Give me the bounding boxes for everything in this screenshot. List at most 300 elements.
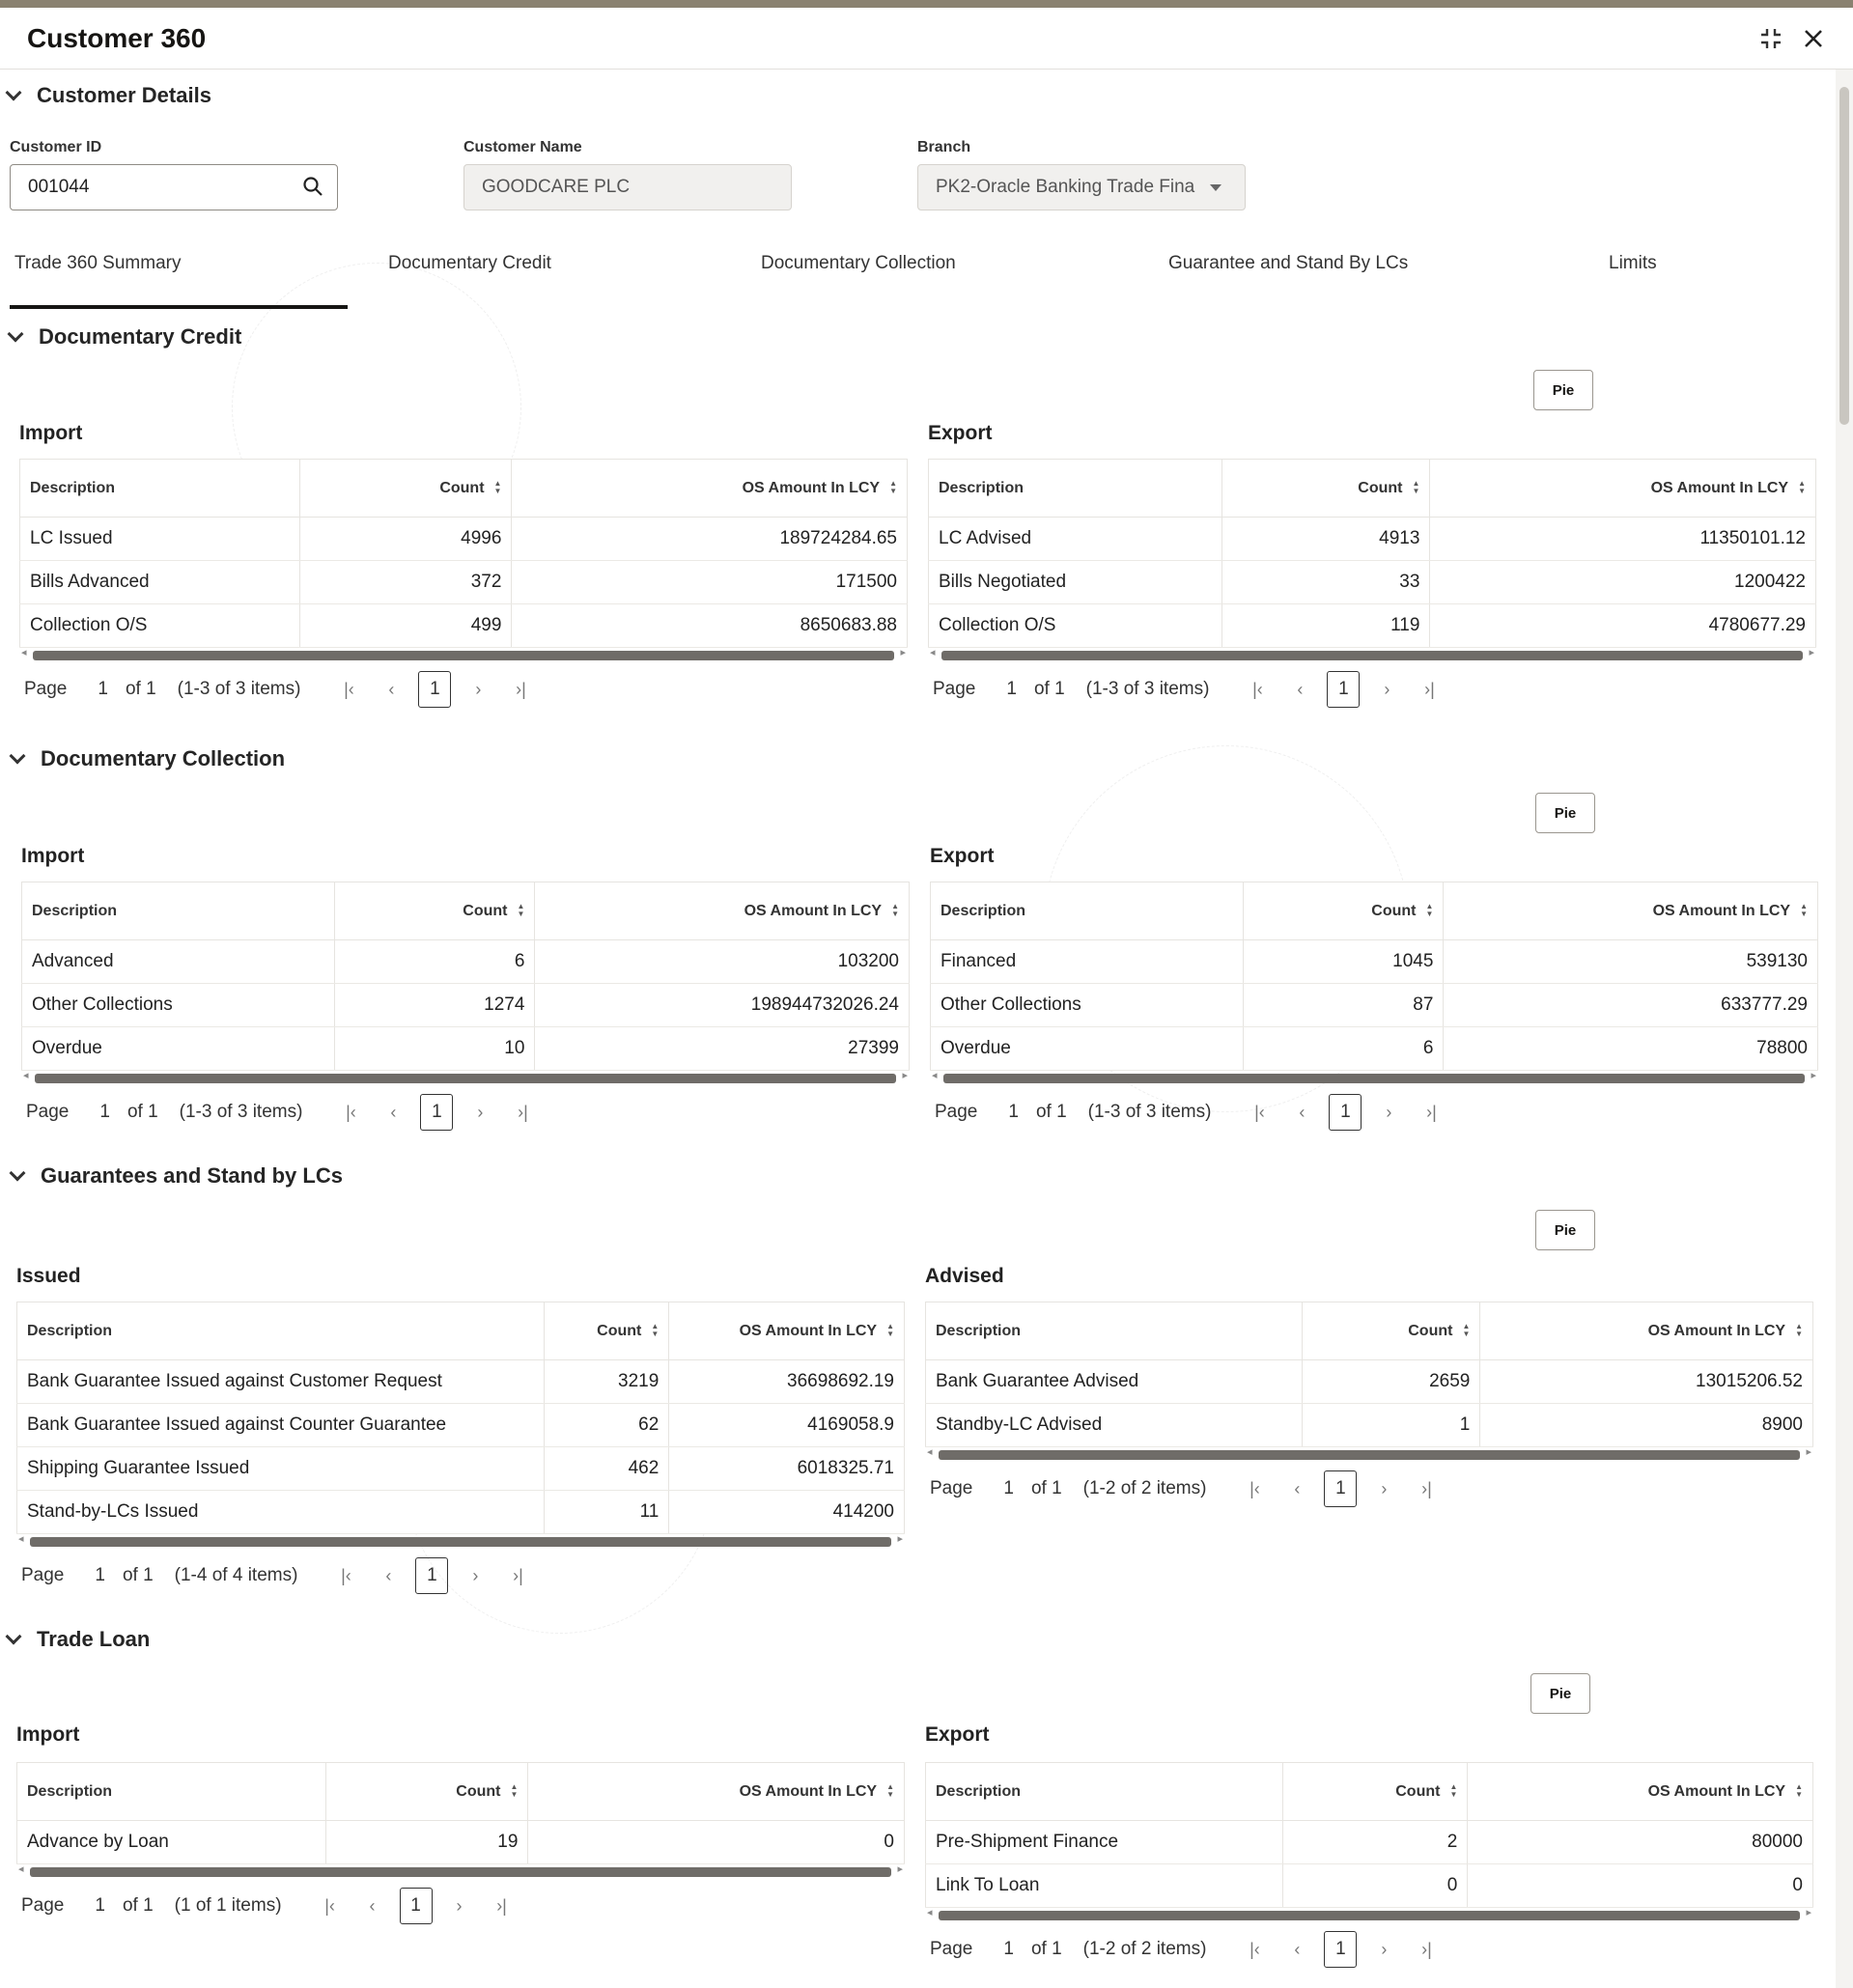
row-count: 1045 — [1243, 940, 1444, 984]
vertical-scrollbar[interactable] — [1836, 70, 1853, 1988]
customer-name-field — [463, 164, 792, 210]
table-header-row — [20, 460, 908, 518]
scroll-left-icon[interactable]: ◂ — [18, 1863, 24, 1875]
items-range: (1-4 of 4 items) — [174, 1565, 298, 1585]
column-header-count[interactable] — [1221, 460, 1430, 518]
tab-guarantee-and-standby[interactable]: Guarantee and Stand By LCs — [1168, 253, 1409, 273]
pagination — [930, 1470, 1453, 1508]
first-page-icon[interactable]: |‹ — [1249, 1939, 1260, 1959]
pagination — [21, 1887, 529, 1925]
section-title: Customer Details — [37, 83, 211, 107]
current-page-button[interactable]: 1 — [1324, 1470, 1357, 1507]
row-description: LC Advised — [929, 518, 1222, 561]
column-header-amount[interactable] — [535, 882, 910, 940]
tab-documentary-credit[interactable]: Documentary Credit — [388, 253, 551, 273]
page-number-input[interactable]: 1 — [1003, 1939, 1014, 1959]
table-row[interactable] — [926, 1360, 1813, 1404]
row-description: Bills Advanced — [20, 561, 300, 604]
tab-limits[interactable]: Limits — [1609, 253, 1657, 273]
table-row[interactable] — [929, 561, 1816, 604]
sort-icon[interactable]: ▲ ▼ — [1462, 1322, 1471, 1339]
column-header-amount[interactable] — [1468, 1763, 1813, 1821]
next-page-icon[interactable]: › — [456, 1895, 463, 1916]
chevron-down-icon — [10, 1165, 26, 1182]
table-row[interactable] — [22, 940, 910, 984]
first-page-icon[interactable]: |‹ — [1249, 1478, 1260, 1498]
row-description: Bank Guarantee Issued against Counter Guarantee — [17, 1404, 545, 1447]
scroll-left-icon[interactable]: ◂ — [21, 647, 27, 658]
page-label: Page — [933, 679, 976, 699]
page-label: Page — [21, 1565, 65, 1585]
row-amount: 8650683.88 — [512, 604, 908, 648]
table-title: Import — [21, 845, 85, 867]
row-description: Financed — [931, 940, 1244, 984]
table-row[interactable] — [20, 518, 908, 561]
items-range: (1-2 of 2 items) — [1082, 1478, 1207, 1498]
customer-id-value: 001044 — [28, 177, 90, 197]
table-row[interactable] — [929, 604, 1816, 648]
prev-page-icon[interactable]: ‹ — [1299, 1102, 1306, 1122]
scrollbar-thumb[interactable] — [30, 1867, 891, 1877]
column-header-count[interactable] — [334, 882, 535, 940]
prev-page-icon[interactable]: ‹ — [388, 679, 395, 699]
column-header-description — [17, 1763, 326, 1821]
page-count: of 1 — [1030, 1478, 1062, 1498]
row-count: 462 — [544, 1447, 669, 1491]
row-count: 1274 — [334, 984, 535, 1027]
row-count: 4913 — [1221, 518, 1430, 561]
section-dc[interactable] — [10, 324, 241, 350]
summary-table — [930, 882, 1818, 1071]
row-amount: 4169058.9 — [669, 1404, 905, 1447]
current-page-button[interactable]: 1 — [1324, 1931, 1357, 1968]
column-header-label: Description — [939, 479, 1025, 496]
scroll-left-icon[interactable]: ◂ — [23, 1070, 29, 1081]
horizontal-scrollbar[interactable] — [925, 1909, 1813, 1920]
row-count: 499 — [299, 604, 512, 648]
title-bar — [0, 8, 1853, 70]
column-header-label: Description — [32, 902, 118, 919]
row-amount: 36698692.19 — [669, 1360, 905, 1404]
sort-icon[interactable]: ▲ ▼ — [1795, 1322, 1803, 1339]
first-page-icon[interactable]: |‹ — [344, 679, 354, 699]
branch-label: Branch — [917, 139, 971, 155]
table-row[interactable] — [926, 1821, 1813, 1864]
row-amount: 0 — [1468, 1864, 1813, 1908]
row-description: Overdue — [931, 1027, 1244, 1071]
column-header-label: OS Amount In LCY — [1647, 1322, 1786, 1339]
scrollbar-thumb[interactable] — [939, 1450, 1800, 1460]
sort-icon[interactable]: ▲ ▼ — [1449, 1782, 1458, 1800]
table-row[interactable] — [926, 1404, 1813, 1447]
next-page-icon[interactable]: › — [472, 1565, 479, 1585]
page-label: Page — [24, 679, 68, 699]
table-title: Export — [925, 1723, 990, 1746]
table-title: Import — [16, 1723, 80, 1746]
column-header-amount[interactable] — [512, 460, 908, 518]
customer-id-input[interactable] — [10, 164, 338, 210]
page-number-input[interactable]: 1 — [1008, 1102, 1019, 1122]
row-count: 4996 — [299, 518, 512, 561]
column-header-label: Description — [941, 902, 1026, 919]
branch-value: PK2-Oracle Banking Trade Fina — [936, 177, 1195, 197]
sort-icon[interactable]: ▲ ▼ — [891, 902, 899, 919]
current-page-button[interactable]: 1 — [1329, 1094, 1362, 1131]
prev-page-icon[interactable]: ‹ — [1294, 1939, 1301, 1959]
row-count: 372 — [299, 561, 512, 604]
row-amount: 80000 — [1468, 1821, 1813, 1864]
table-row[interactable] — [929, 518, 1816, 561]
last-page-icon[interactable]: ›| — [496, 1895, 507, 1916]
column-header-amount[interactable] — [1444, 882, 1818, 940]
row-amount: 633777.29 — [1444, 984, 1818, 1027]
first-page-icon[interactable]: |‹ — [324, 1895, 335, 1916]
column-header-count[interactable] — [1243, 882, 1444, 940]
scrollbar-thumb[interactable] — [939, 1911, 1800, 1920]
pie-chart-button[interactable]: Pie — [1530, 1673, 1590, 1714]
pie-chart-button[interactable]: Pie — [1535, 1210, 1595, 1250]
row-amount: 6018325.71 — [669, 1447, 905, 1491]
row-count: 6 — [1243, 1027, 1444, 1071]
column-header-label: Count — [1371, 902, 1417, 919]
column-header-count[interactable] — [1302, 1302, 1480, 1360]
page-label: Page — [930, 1478, 973, 1498]
prev-page-icon[interactable]: ‹ — [385, 1565, 392, 1585]
scroll-right-icon[interactable]: ▸ — [897, 1533, 903, 1545]
row-count: 2659 — [1302, 1360, 1480, 1404]
row-count: 3219 — [544, 1360, 669, 1404]
first-page-icon[interactable]: |‹ — [341, 1565, 351, 1585]
summary-table — [16, 1762, 905, 1864]
column-header-description — [929, 460, 1222, 518]
table-row[interactable] — [17, 1360, 905, 1404]
row-count: 62 — [544, 1404, 669, 1447]
scrollbar-thumb[interactable] — [941, 651, 1803, 660]
summary-table — [21, 882, 910, 1071]
search-icon[interactable] — [302, 176, 323, 203]
scrollbar-thumb[interactable] — [30, 1537, 891, 1547]
last-page-icon[interactable]: ›| — [1421, 1478, 1432, 1498]
scroll-right-icon[interactable]: ▸ — [897, 1863, 903, 1875]
section-tl[interactable] — [8, 1627, 150, 1652]
dropdown-arrow-icon — [1210, 184, 1221, 191]
next-page-icon[interactable]: › — [1381, 1478, 1388, 1498]
items-range: (1 of 1 items) — [174, 1895, 282, 1916]
row-amount: 8900 — [1480, 1404, 1813, 1447]
sort-icon[interactable]: ▲ ▼ — [889, 479, 897, 496]
row-count: 87 — [1243, 984, 1444, 1027]
scrollbar-thumb[interactable] — [33, 651, 894, 660]
horizontal-scrollbar[interactable] — [930, 1072, 1818, 1083]
row-count: 10 — [334, 1027, 535, 1071]
row-description: Shipping Guarantee Issued — [17, 1447, 545, 1491]
table-header-row — [22, 882, 910, 940]
table-row[interactable] — [926, 1864, 1813, 1908]
row-description: Advance by Loan — [17, 1821, 326, 1864]
current-page-button[interactable]: 1 — [400, 1888, 433, 1924]
table-row[interactable] — [20, 604, 908, 648]
page-number-input[interactable]: 1 — [1006, 679, 1017, 699]
row-description: Advanced — [22, 940, 335, 984]
row-amount: 0 — [528, 1821, 905, 1864]
column-header-description — [926, 1302, 1303, 1360]
column-header-amount[interactable] — [1480, 1302, 1813, 1360]
chevron-down-icon — [10, 748, 26, 765]
prev-page-icon[interactable]: ‹ — [369, 1895, 376, 1916]
last-page-icon[interactable]: ›| — [516, 679, 526, 699]
row-amount: 13015206.52 — [1480, 1360, 1813, 1404]
horizontal-scrollbar[interactable] — [16, 1535, 905, 1547]
column-header-count[interactable] — [544, 1302, 669, 1360]
customer-name-value: GOODCARE PLC — [482, 177, 631, 197]
column-header-label: Count — [597, 1322, 642, 1339]
chevron-down-icon — [8, 326, 24, 343]
scroll-right-icon[interactable]: ▸ — [1811, 1070, 1816, 1081]
scroll-right-icon[interactable]: ▸ — [1806, 1446, 1811, 1458]
page-count: of 1 — [1030, 1939, 1062, 1959]
scroll-left-icon[interactable]: ◂ — [927, 1446, 933, 1458]
first-page-icon[interactable]: |‹ — [1252, 679, 1263, 699]
section-dcol[interactable] — [12, 746, 285, 771]
column-header-label: OS Amount In LCY — [1647, 1782, 1786, 1800]
current-page-button[interactable]: 1 — [415, 1557, 448, 1594]
customer-name-label: Customer Name — [463, 139, 582, 155]
column-header-description — [931, 882, 1244, 940]
row-amount: 103200 — [535, 940, 910, 984]
row-amount: 198944732026.24 — [535, 984, 910, 1027]
sort-icon[interactable]: ▲ ▼ — [651, 1322, 660, 1339]
sort-icon[interactable]: ▲ ▼ — [886, 1782, 894, 1800]
page-number-input[interactable]: 1 — [95, 1565, 105, 1585]
sort-icon[interactable]: ▲ ▼ — [1795, 1782, 1803, 1800]
summary-table — [16, 1302, 905, 1534]
page-count: of 1 — [125, 679, 156, 699]
next-page-icon[interactable]: › — [1384, 679, 1390, 699]
scrollbar-thumb[interactable] — [1839, 87, 1849, 425]
sort-icon[interactable]: ▲ ▼ — [493, 479, 502, 496]
first-page-icon[interactable]: |‹ — [346, 1102, 356, 1122]
column-header-label: OS Amount In LCY — [744, 902, 883, 919]
page-count: of 1 — [122, 1895, 154, 1916]
table-row[interactable] — [931, 984, 1818, 1027]
pie-chart-button[interactable]: Pie — [1535, 793, 1595, 833]
row-description: Bank Guarantee Issued against Customer Request — [17, 1360, 545, 1404]
scroll-left-icon[interactable]: ◂ — [932, 1070, 938, 1081]
section-title: Documentary Credit — [39, 324, 242, 349]
table-row[interactable] — [22, 1027, 910, 1071]
close-icon[interactable] — [1796, 21, 1831, 56]
page-count: of 1 — [1033, 679, 1065, 699]
scroll-right-icon[interactable]: ▸ — [1809, 647, 1814, 658]
section-customer-details[interactable] — [8, 83, 211, 108]
items-range: (1-3 of 3 items) — [179, 1102, 303, 1122]
scroll-left-icon[interactable]: ◂ — [18, 1533, 24, 1545]
sort-icon[interactable]: ▲ ▼ — [1800, 902, 1808, 919]
column-header-count[interactable] — [325, 1763, 528, 1821]
row-description: Other Collections — [931, 984, 1244, 1027]
first-page-icon[interactable]: |‹ — [1254, 1102, 1265, 1122]
last-page-icon[interactable]: ›| — [1421, 1939, 1432, 1959]
row-count: 119 — [1221, 604, 1430, 648]
column-header-label: Description — [30, 479, 116, 496]
current-page-button[interactable]: 1 — [418, 671, 451, 708]
page-number-input[interactable]: 1 — [95, 1895, 105, 1916]
column-header-amount[interactable] — [1430, 460, 1816, 518]
horizontal-scrollbar[interactable] — [21, 1072, 910, 1083]
summary-table — [925, 1302, 1813, 1447]
column-header-label: OS Amount In LCY — [739, 1782, 878, 1800]
page-count: of 1 — [1035, 1102, 1067, 1122]
table-row[interactable] — [17, 1404, 905, 1447]
row-count: 0 — [1282, 1864, 1468, 1908]
prev-page-icon[interactable]: ‹ — [1297, 679, 1304, 699]
page-label: Page — [930, 1939, 973, 1959]
column-header-label: Description — [936, 1322, 1022, 1339]
column-header-count[interactable] — [299, 460, 512, 518]
horizontal-scrollbar[interactable] — [19, 649, 908, 660]
section-title: Trade Loan — [37, 1627, 151, 1651]
summary-table — [925, 1762, 1813, 1908]
section-title: Documentary Collection — [41, 746, 286, 770]
table-row[interactable] — [17, 1491, 905, 1534]
row-description: LC Issued — [20, 518, 300, 561]
column-header-label: OS Amount In LCY — [1650, 479, 1789, 496]
row-count: 6 — [334, 940, 535, 984]
collapse-icon[interactable] — [1754, 21, 1788, 56]
pie-chart-button[interactable]: Pie — [1533, 370, 1593, 410]
row-amount: 4780677.29 — [1430, 604, 1816, 648]
column-header-description — [17, 1302, 545, 1360]
column-header-label: Count — [439, 479, 485, 496]
items-range: (1-2 of 2 items) — [1082, 1939, 1207, 1959]
next-page-icon[interactable]: › — [475, 679, 482, 699]
row-description: Bills Negotiated — [929, 561, 1222, 604]
sort-icon[interactable]: ▲ ▼ — [1412, 479, 1420, 496]
table-header-row — [926, 1302, 1813, 1360]
table-title: Export — [928, 422, 993, 444]
column-header-label: OS Amount In LCY — [739, 1322, 878, 1339]
column-header-label: Description — [27, 1322, 113, 1339]
column-header-description — [20, 460, 300, 518]
last-page-icon[interactable]: ›| — [513, 1565, 523, 1585]
pagination — [26, 1093, 549, 1132]
scrollbar-thumb[interactable] — [35, 1074, 896, 1083]
sort-icon[interactable]: ▲ ▼ — [517, 902, 525, 919]
row-description: Collection O/S — [929, 604, 1222, 648]
tab-documentary-collection[interactable]: Documentary Collection — [761, 253, 956, 273]
pagination — [24, 670, 547, 709]
table-row[interactable] — [931, 1027, 1818, 1071]
scroll-right-icon[interactable]: ▸ — [1806, 1907, 1811, 1918]
table-row[interactable] — [20, 561, 908, 604]
table-row[interactable] — [22, 984, 910, 1027]
banner-strip — [0, 0, 1853, 8]
current-page-button[interactable]: 1 — [420, 1094, 453, 1131]
table-row[interactable] — [17, 1821, 905, 1864]
page-number-input[interactable]: 1 — [1003, 1478, 1014, 1498]
page-label: Page — [935, 1102, 978, 1122]
row-description: Standby-LC Advised — [926, 1404, 1303, 1447]
row-description: Overdue — [22, 1027, 335, 1071]
row-description: Pre-Shipment Finance — [926, 1821, 1283, 1864]
tab-bar — [0, 253, 1835, 301]
scrollbar-thumb[interactable] — [943, 1074, 1805, 1083]
summary-table — [928, 459, 1816, 648]
table-row[interactable] — [17, 1447, 905, 1491]
last-page-icon[interactable]: ›| — [518, 1102, 528, 1122]
scroll-right-icon[interactable]: ▸ — [902, 1070, 908, 1081]
pagination — [930, 1930, 1453, 1969]
sort-icon[interactable]: ▲ ▼ — [1798, 479, 1806, 496]
page-title: Customer 360 — [27, 23, 207, 53]
table-header-row — [931, 882, 1818, 940]
section-title: Guarantees and Stand by LCs — [41, 1163, 343, 1188]
column-header-label: Count — [1358, 479, 1403, 496]
sort-icon[interactable]: ▲ ▼ — [886, 1322, 894, 1339]
prev-page-icon[interactable]: ‹ — [1294, 1478, 1301, 1498]
horizontal-scrollbar[interactable] — [928, 649, 1816, 660]
page-number-input[interactable]: 1 — [98, 679, 108, 699]
table-header-row — [17, 1763, 905, 1821]
last-page-icon[interactable]: ›| — [1424, 679, 1435, 699]
sort-icon[interactable]: ▲ ▼ — [510, 1782, 519, 1800]
horizontal-scrollbar[interactable] — [925, 1448, 1813, 1460]
tab-trade-360-summary[interactable]: Trade 360 Summary — [14, 253, 182, 273]
next-page-icon[interactable]: › — [477, 1102, 484, 1122]
branch-select[interactable] — [917, 164, 1246, 210]
page-label: Page — [26, 1102, 70, 1122]
table-header-row — [926, 1763, 1813, 1821]
page-number-input[interactable]: 1 — [99, 1102, 110, 1122]
scroll-left-icon[interactable]: ◂ — [930, 647, 936, 658]
row-description: Collection O/S — [20, 604, 300, 648]
row-count: 1 — [1302, 1404, 1480, 1447]
scroll-right-icon[interactable]: ▸ — [900, 647, 906, 658]
next-page-icon[interactable]: › — [1386, 1102, 1392, 1122]
row-count: 19 — [325, 1821, 528, 1864]
row-amount: 1200422 — [1430, 561, 1816, 604]
customer-id-label: Customer ID — [10, 139, 102, 155]
row-amount: 414200 — [669, 1491, 905, 1534]
chevron-down-icon — [6, 1629, 22, 1645]
column-header-label: Count — [463, 902, 508, 919]
row-amount: 78800 — [1444, 1027, 1818, 1071]
scroll-left-icon[interactable]: ◂ — [927, 1907, 933, 1918]
items-range: (1-3 of 3 items) — [1085, 679, 1210, 699]
page-label: Page — [21, 1895, 65, 1916]
table-row[interactable] — [931, 940, 1818, 984]
row-amount: 27399 — [535, 1027, 910, 1071]
column-header-label: Description — [27, 1782, 113, 1800]
sort-icon[interactable]: ▲ ▼ — [1425, 902, 1434, 919]
table-header-row — [17, 1302, 905, 1360]
row-amount: 539130 — [1444, 940, 1818, 984]
row-count: 2 — [1282, 1821, 1468, 1864]
horizontal-scrollbar[interactable] — [16, 1865, 905, 1877]
column-header-amount[interactable] — [528, 1763, 905, 1821]
column-header-label: Count — [1395, 1782, 1441, 1800]
table-title: Advised — [925, 1265, 1004, 1287]
column-header-description — [22, 882, 335, 940]
column-header-count[interactable] — [1282, 1763, 1468, 1821]
next-page-icon[interactable]: › — [1381, 1939, 1388, 1959]
last-page-icon[interactable]: ›| — [1426, 1102, 1437, 1122]
table-title: Issued — [16, 1265, 81, 1287]
column-header-amount[interactable] — [669, 1302, 905, 1360]
current-page-button[interactable]: 1 — [1327, 671, 1360, 708]
prev-page-icon[interactable]: ‹ — [390, 1102, 397, 1122]
section-gua[interactable] — [12, 1163, 343, 1189]
